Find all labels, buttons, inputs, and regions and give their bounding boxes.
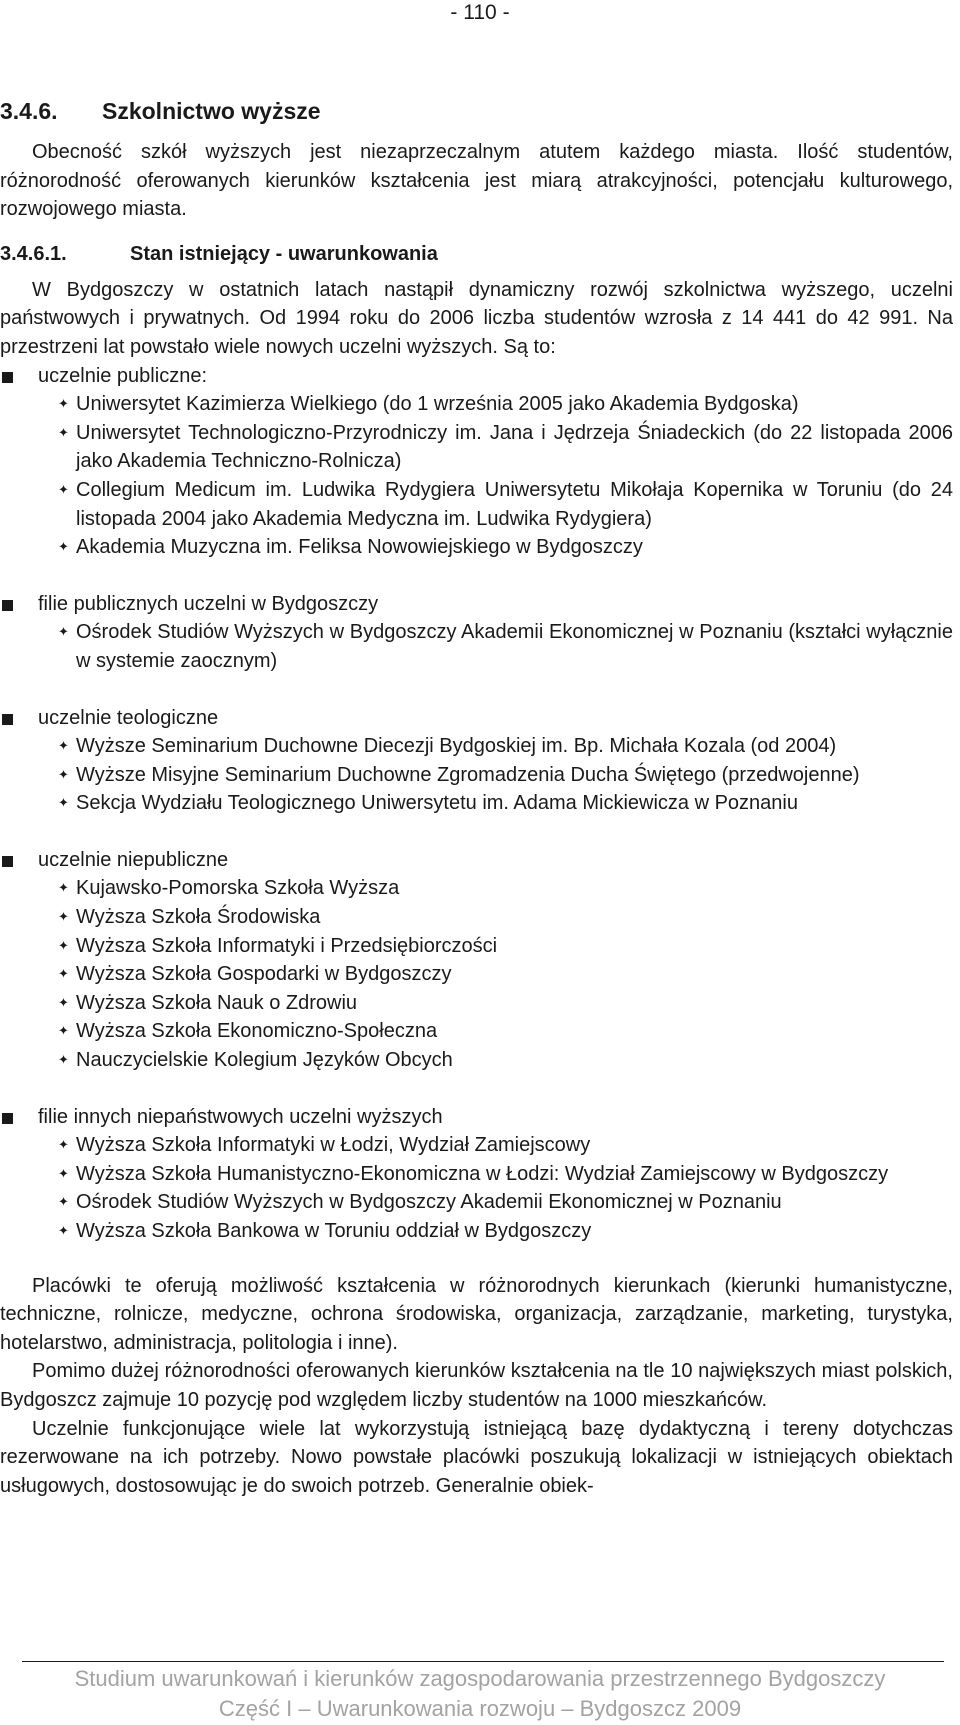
category-block bbox=[0, 704, 953, 818]
category-title: uczelnie niepubliczne bbox=[38, 848, 229, 871]
four-pointed-star-icon: ✦ bbox=[58, 766, 69, 782]
four-pointed-star-icon: ✦ bbox=[58, 1194, 69, 1210]
list-item bbox=[0, 1188, 953, 1217]
list-item bbox=[0, 789, 953, 818]
section-intro: Obecność szkół wyższych jest niezaprzeczalnym atutem każdego miasta. Ilość studentów, różnorodność oferowanych kierunków kształcenia jest miarą atrakcyjności, potencjału kulturowego, rozwojowego miasta. bbox=[0, 141, 953, 221]
list-item-text: Wyższa Szkoła Informatyki i Przedsiębiorczości bbox=[76, 934, 498, 957]
list-item bbox=[0, 903, 953, 932]
four-pointed-star-icon: ✦ bbox=[58, 481, 69, 497]
list-item bbox=[0, 989, 953, 1018]
list-item-text: Uniwersytet Technologiczno-Przyrodniczy im. Jana i Jędrzeja Śniadeckich (do 22 listopada 2006 jako Akademia Techniczno-Rolnicza) bbox=[76, 421, 953, 473]
list-item-text: Wyższa Szkoła Informatyki w Łodzi, Wydział Zamiejscowy bbox=[76, 1134, 591, 1157]
list-item bbox=[0, 1046, 953, 1075]
list-item-text: Sekcja Wydziału Teologicznego Uniwersytetu im. Adama Mickiewicza w Poznaniu bbox=[76, 792, 798, 815]
list-item-text: Wyższa Szkoła Nauk o Zdrowiu bbox=[76, 991, 358, 1014]
subsection-paragraph: W Bydgoszczy w ostatnich latach nastąpił dynamiczny rozwój szkolnictwa wyższego, uczelni państwowych i prywatnych. Od 1994 roku do 2006 liczba studentów wzrosła z 14 441 do 42 991. Na przestrzeni lat powstało wiele nowych uczelni wyższych. Są to: bbox=[0, 278, 953, 358]
section-number: 3.4.6. bbox=[0, 98, 58, 124]
section-title: Szkolnictwo wyższe bbox=[102, 98, 321, 124]
list-item bbox=[0, 476, 953, 533]
list-item bbox=[0, 1131, 953, 1160]
four-pointed-star-icon: ✦ bbox=[58, 624, 69, 640]
list-item-text: Wyższa Szkoła Środowiska bbox=[76, 906, 321, 929]
category-title: uczelnie teologiczne bbox=[38, 706, 219, 729]
category-item-list bbox=[0, 390, 953, 562]
four-pointed-star-icon: ✦ bbox=[58, 1137, 69, 1153]
category-block bbox=[0, 362, 953, 562]
list-item-text: Wyższe Seminarium Duchowne Diecezji Bydgoskiej im. Bp. Michała Kozala (od 2004) bbox=[76, 735, 837, 758]
four-pointed-star-icon: ✦ bbox=[58, 795, 69, 811]
list-item-text: Wyższa Szkoła Humanistyczno-Ekonomiczna w Łodzi: Wydział Zamiejscowy w Bydgoszczy bbox=[76, 1162, 889, 1185]
footer-line-2: Część I – Uwarunkowania rozwoju – Bydgoszcz 2009 bbox=[218, 1696, 742, 1721]
list-item bbox=[0, 761, 953, 790]
four-pointed-star-icon: ✦ bbox=[58, 396, 69, 412]
body-paragraph: Pomimo dużej różnorodności oferowanych kierunków kształcenia na tle 10 największych miast polskich, Bydgoszcz zajmuje 10 pozycję pod względem liczby studentów na 1000 mieszkańców. bbox=[0, 1360, 953, 1411]
list-item bbox=[0, 1217, 953, 1246]
category-heading bbox=[0, 1103, 953, 1132]
subsection-title: Stan istniejący - uwarunkowania bbox=[130, 242, 438, 265]
body-paragraph: Placówki te oferują możliwość kształcenia w różnorodnych kierunkach (kierunki humanistyczne, techniczne, rolnicze, medyczne, ochrona środowiska, organizacja, zarządzanie, marketing, turystyka, hotelarstwo, administracja, politologia i inne). bbox=[0, 1274, 953, 1354]
list-item bbox=[0, 390, 953, 419]
four-pointed-star-icon: ✦ bbox=[58, 909, 69, 925]
footer-line-1: Studium uwarunkowań i kierunków zagospodarowania przestrzennego Bydgoszczy bbox=[74, 1666, 886, 1691]
list-item-text: Akademia Muzyczna im. Feliksa Nowowiejskiego w Bydgoszczy bbox=[76, 536, 643, 559]
category-block bbox=[0, 846, 953, 1075]
list-item-text: Wyższa Szkoła Gospodarki w Bydgoszczy bbox=[76, 963, 452, 986]
category-heading bbox=[0, 704, 953, 733]
list-item-text: Wyższa Szkoła Ekonomiczno-Społeczna bbox=[76, 1020, 438, 1043]
page-footer bbox=[0, 1664, 960, 1724]
category-block bbox=[0, 1103, 953, 1246]
list-item-text: Ośrodek Studiów Wyższych w Bydgoszczy Akademii Ekonomicznej w Poznaniu (kształci wyłącznie w systemie zaocznym) bbox=[76, 621, 953, 672]
list-item-text: Collegium Medicum im. Ludwika Rydygiera Uniwersytetu Mikołaja Kopernika w Toruniu (do 24 listopada 2004 jako Akademia Medyczna im. Ludwika Rydygiera) bbox=[76, 478, 953, 530]
list-item bbox=[0, 533, 953, 562]
list-item bbox=[0, 960, 953, 989]
subsection-number: 3.4.6.1. bbox=[0, 242, 67, 265]
category-title: uczelnie publiczne: bbox=[38, 364, 207, 387]
section-heading bbox=[0, 96, 953, 126]
four-pointed-star-icon: ✦ bbox=[58, 424, 69, 440]
list-item-text: Uniwersytet Kazimierza Wielkiego (do 1 września 2005 jako Akademia Bydgoska) bbox=[76, 393, 799, 416]
closing-paragraphs bbox=[0, 1272, 953, 1501]
category-title: filie publicznych uczelni w Bydgoszczy bbox=[38, 592, 379, 615]
footer-rule bbox=[22, 1661, 944, 1662]
list-item bbox=[0, 618, 953, 675]
four-pointed-star-icon: ✦ bbox=[58, 1023, 69, 1039]
list-item bbox=[0, 874, 953, 903]
four-pointed-star-icon: ✦ bbox=[58, 880, 69, 896]
list-item-text: Ośrodek Studiów Wyższych w Bydgoszczy Akademii Ekonomicznej w Poznaniu bbox=[76, 1191, 782, 1214]
category-heading bbox=[0, 362, 953, 391]
subsection-heading bbox=[0, 240, 953, 268]
black-square-icon bbox=[2, 856, 13, 867]
list-item bbox=[0, 732, 953, 761]
list-item-text: Wyższa Szkoła Bankowa w Toruniu oddział w Bydgoszczy bbox=[76, 1220, 592, 1242]
four-pointed-star-icon: ✦ bbox=[58, 738, 69, 754]
list-item bbox=[0, 419, 953, 476]
four-pointed-star-icon: ✦ bbox=[58, 1223, 69, 1238]
list-item-text: Kujawsko-Pomorska Szkoła Wyższa bbox=[76, 877, 400, 900]
four-pointed-star-icon: ✦ bbox=[58, 966, 69, 982]
list-item-text: Wyższe Misyjne Seminarium Duchowne Zgromadzenia Ducha Świętego (przedwojenne) bbox=[76, 763, 860, 786]
four-pointed-star-icon: ✦ bbox=[58, 994, 69, 1010]
university-categories bbox=[0, 362, 953, 1246]
black-square-icon bbox=[2, 372, 13, 383]
category-title: filie innych niepaństwowych uczelni wyższych bbox=[38, 1105, 443, 1128]
category-item-list bbox=[0, 618, 953, 675]
category-heading bbox=[0, 846, 953, 875]
list-item bbox=[0, 1160, 953, 1189]
list-item bbox=[0, 932, 953, 961]
category-item-list bbox=[0, 732, 953, 818]
black-square-icon bbox=[2, 600, 13, 611]
category-item-list bbox=[0, 1131, 953, 1245]
page-number: - 110 - bbox=[450, 1, 510, 24]
four-pointed-star-icon: ✦ bbox=[58, 539, 69, 555]
category-heading bbox=[0, 590, 953, 619]
four-pointed-star-icon: ✦ bbox=[58, 937, 69, 953]
category-block bbox=[0, 590, 953, 676]
four-pointed-star-icon: ✦ bbox=[58, 1165, 69, 1181]
black-square-icon bbox=[2, 714, 13, 725]
body-paragraph: Uczelnie funkcjonujące wiele lat wykorzystują istniejącą bazę dydaktyczną i tereny dotychczas rezerwowane na ich potrzeby. Nowo powstałe placówki poszukują lokalizacji w istniejących obiektach usługowych, dostosowując je do swoich potrzeb. Generalnie obiek- bbox=[0, 1417, 953, 1497]
four-pointed-star-icon: ✦ bbox=[58, 1052, 69, 1068]
category-item-list bbox=[0, 874, 953, 1074]
list-item-text: Nauczycielskie Kolegium Języków Obcych bbox=[76, 1049, 453, 1072]
page-content bbox=[0, 96, 953, 1500]
black-square-icon bbox=[2, 1113, 13, 1124]
list-item bbox=[0, 1017, 953, 1046]
